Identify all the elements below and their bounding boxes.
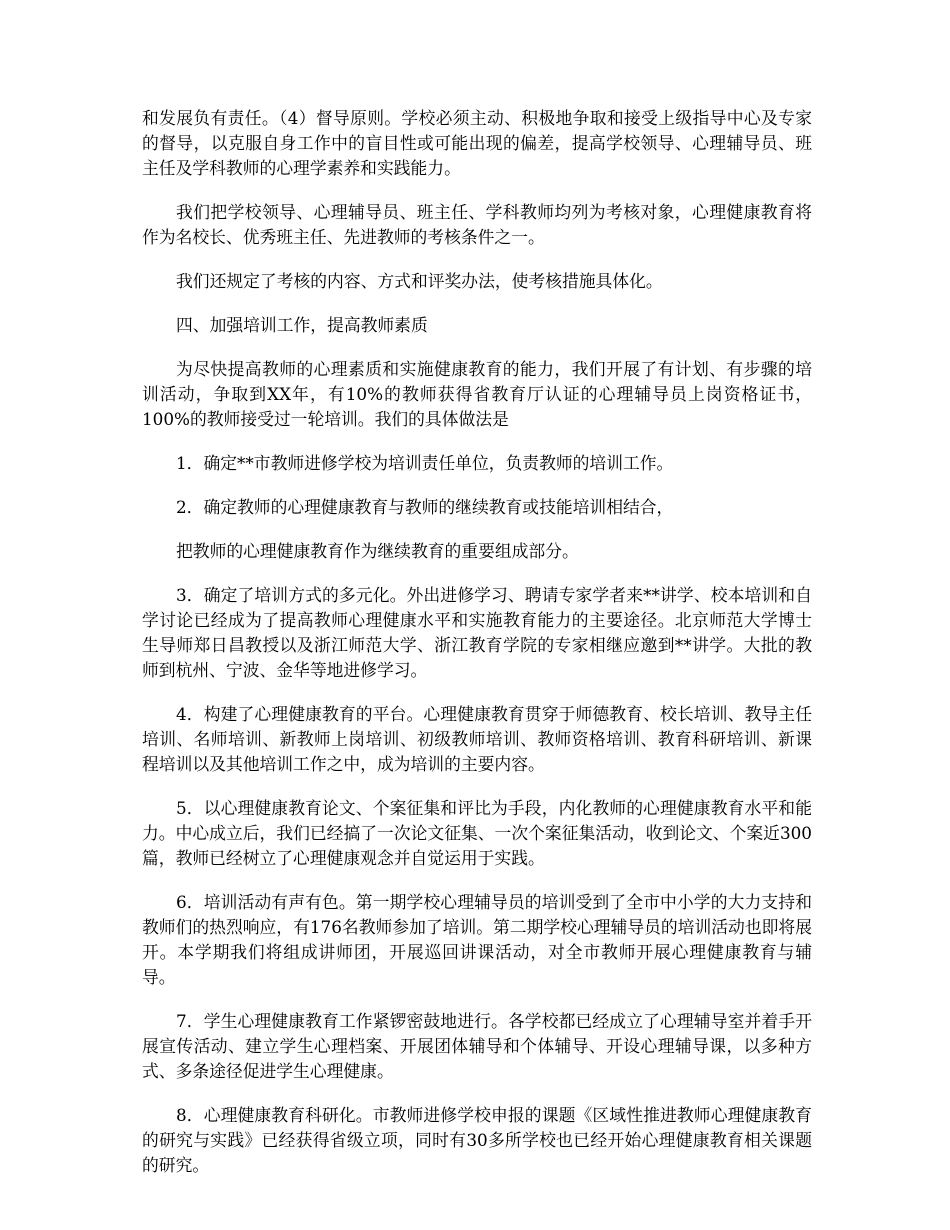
list-item-7: 7．学生心理健康教育工作紧锣密鼓地进行。各学校都已经成立了心理辅导室并着手开展宣传活动、建立学生心理档案、开展团体辅导和个体辅导、开设心理辅导课，以多种方式、多条途径促进学生心理健康。 — [142, 1011, 812, 1081]
list-item-1: 1．确定**市教师进修学校为培训责任单位，负责教师的培训工作。 — [176, 453, 674, 473]
list-item-4: 4．构建了心理健康教育的平台。心理健康教育贯穿于师德教育、校长培训、教导主任培训、名师培训、新教师上岗培训、初级教师培训、教师资格培训、教育科研培训、新课程培训以及其他培训工作之中，成为培训的主要内容。 — [142, 704, 812, 774]
list-item-3: 3．确定了培训方式的多元化。外出进修学习、聘请专家学者来**讲学、校本培训和自学讨论已经成为了提高教师心理健康水平和实施教育能力的主要途径。北京师范大学博士生导师郑日昌教授以及浙江师范大学、浙江教育学院的专家相继应邀到**讲学。大批的教师到杭州、宁波、金华等地进修学习。 — [142, 585, 812, 680]
paragraph-assessment-methods: 我们还规定了考核的内容、方式和评奖办法，使考核措施具体化。 — [176, 271, 663, 291]
paragraph-assessment-targets: 我们把学校领导、心理辅导员、班主任、学科教师均列为考核对象，心理健康教育将作为名校长、优秀班主任、先进教师的考核条件之一。 — [142, 202, 812, 247]
list-item-8: 8．心理健康教育科研化。市教师进修学校申报的课题《区域性推进教师心理健康教育的研究与实践》已经获得省级立项，同时有30多所学校也已经开始心理健康教育相关课题的研究。 — [142, 1105, 812, 1175]
list-item-6: 6．培训活动有声有色。第一期学校心理辅导员的培训受到了全市中小学的大力支持和教师们的热烈响应，有176名教师参加了培训。第二期学校心理辅导员的培训活动也即将展开。本学期我们将组成讲师团，开展巡回讲课活动，对全市教师开展心理健康教育与辅导。 — [142, 892, 812, 987]
paragraph-continuing-education: 把教师的心理健康教育作为继续教育的重要组成部分。 — [176, 541, 579, 561]
section-heading-training: 四、加强培训工作，提高教师素质 — [176, 315, 428, 335]
list-item-5: 5．以心理健康教育论文、个案征集和评比为手段，内化教师的心理健康教育水平和能力。中心成立后，我们已经搞了一次论文征集、一次个案征集活动，收到论文、个案近300篇，教师已经树立了心理健康观念并自觉运用于实践。 — [142, 798, 812, 868]
document-body — [142, 106, 812, 1197]
list-item-2: 2．确定教师的心理健康教育与教师的继续教育或技能培训相结合， — [176, 497, 674, 517]
paragraph-training-intro: 为尽快提高教师的心理素质和实施健康教育的能力，我们开展了有计划、有步骤的培训活动，争取到XX年，有10%的教师获得省教育厅认证的心理辅导员上岗资格证书，100%的教师接受过一轮培训。我们的具体做法是 — [142, 359, 812, 429]
paragraph-supervision-principle: 和发展负有责任。（4）督导原则。学校必须主动、积极地争取和接受上级指导中心及专家的督导，以克服自身工作中的盲目性或可能出现的偏差，提高学校领导、心理辅导员、班主任及学科教师的心理学素养和实践能力。 — [142, 108, 812, 178]
